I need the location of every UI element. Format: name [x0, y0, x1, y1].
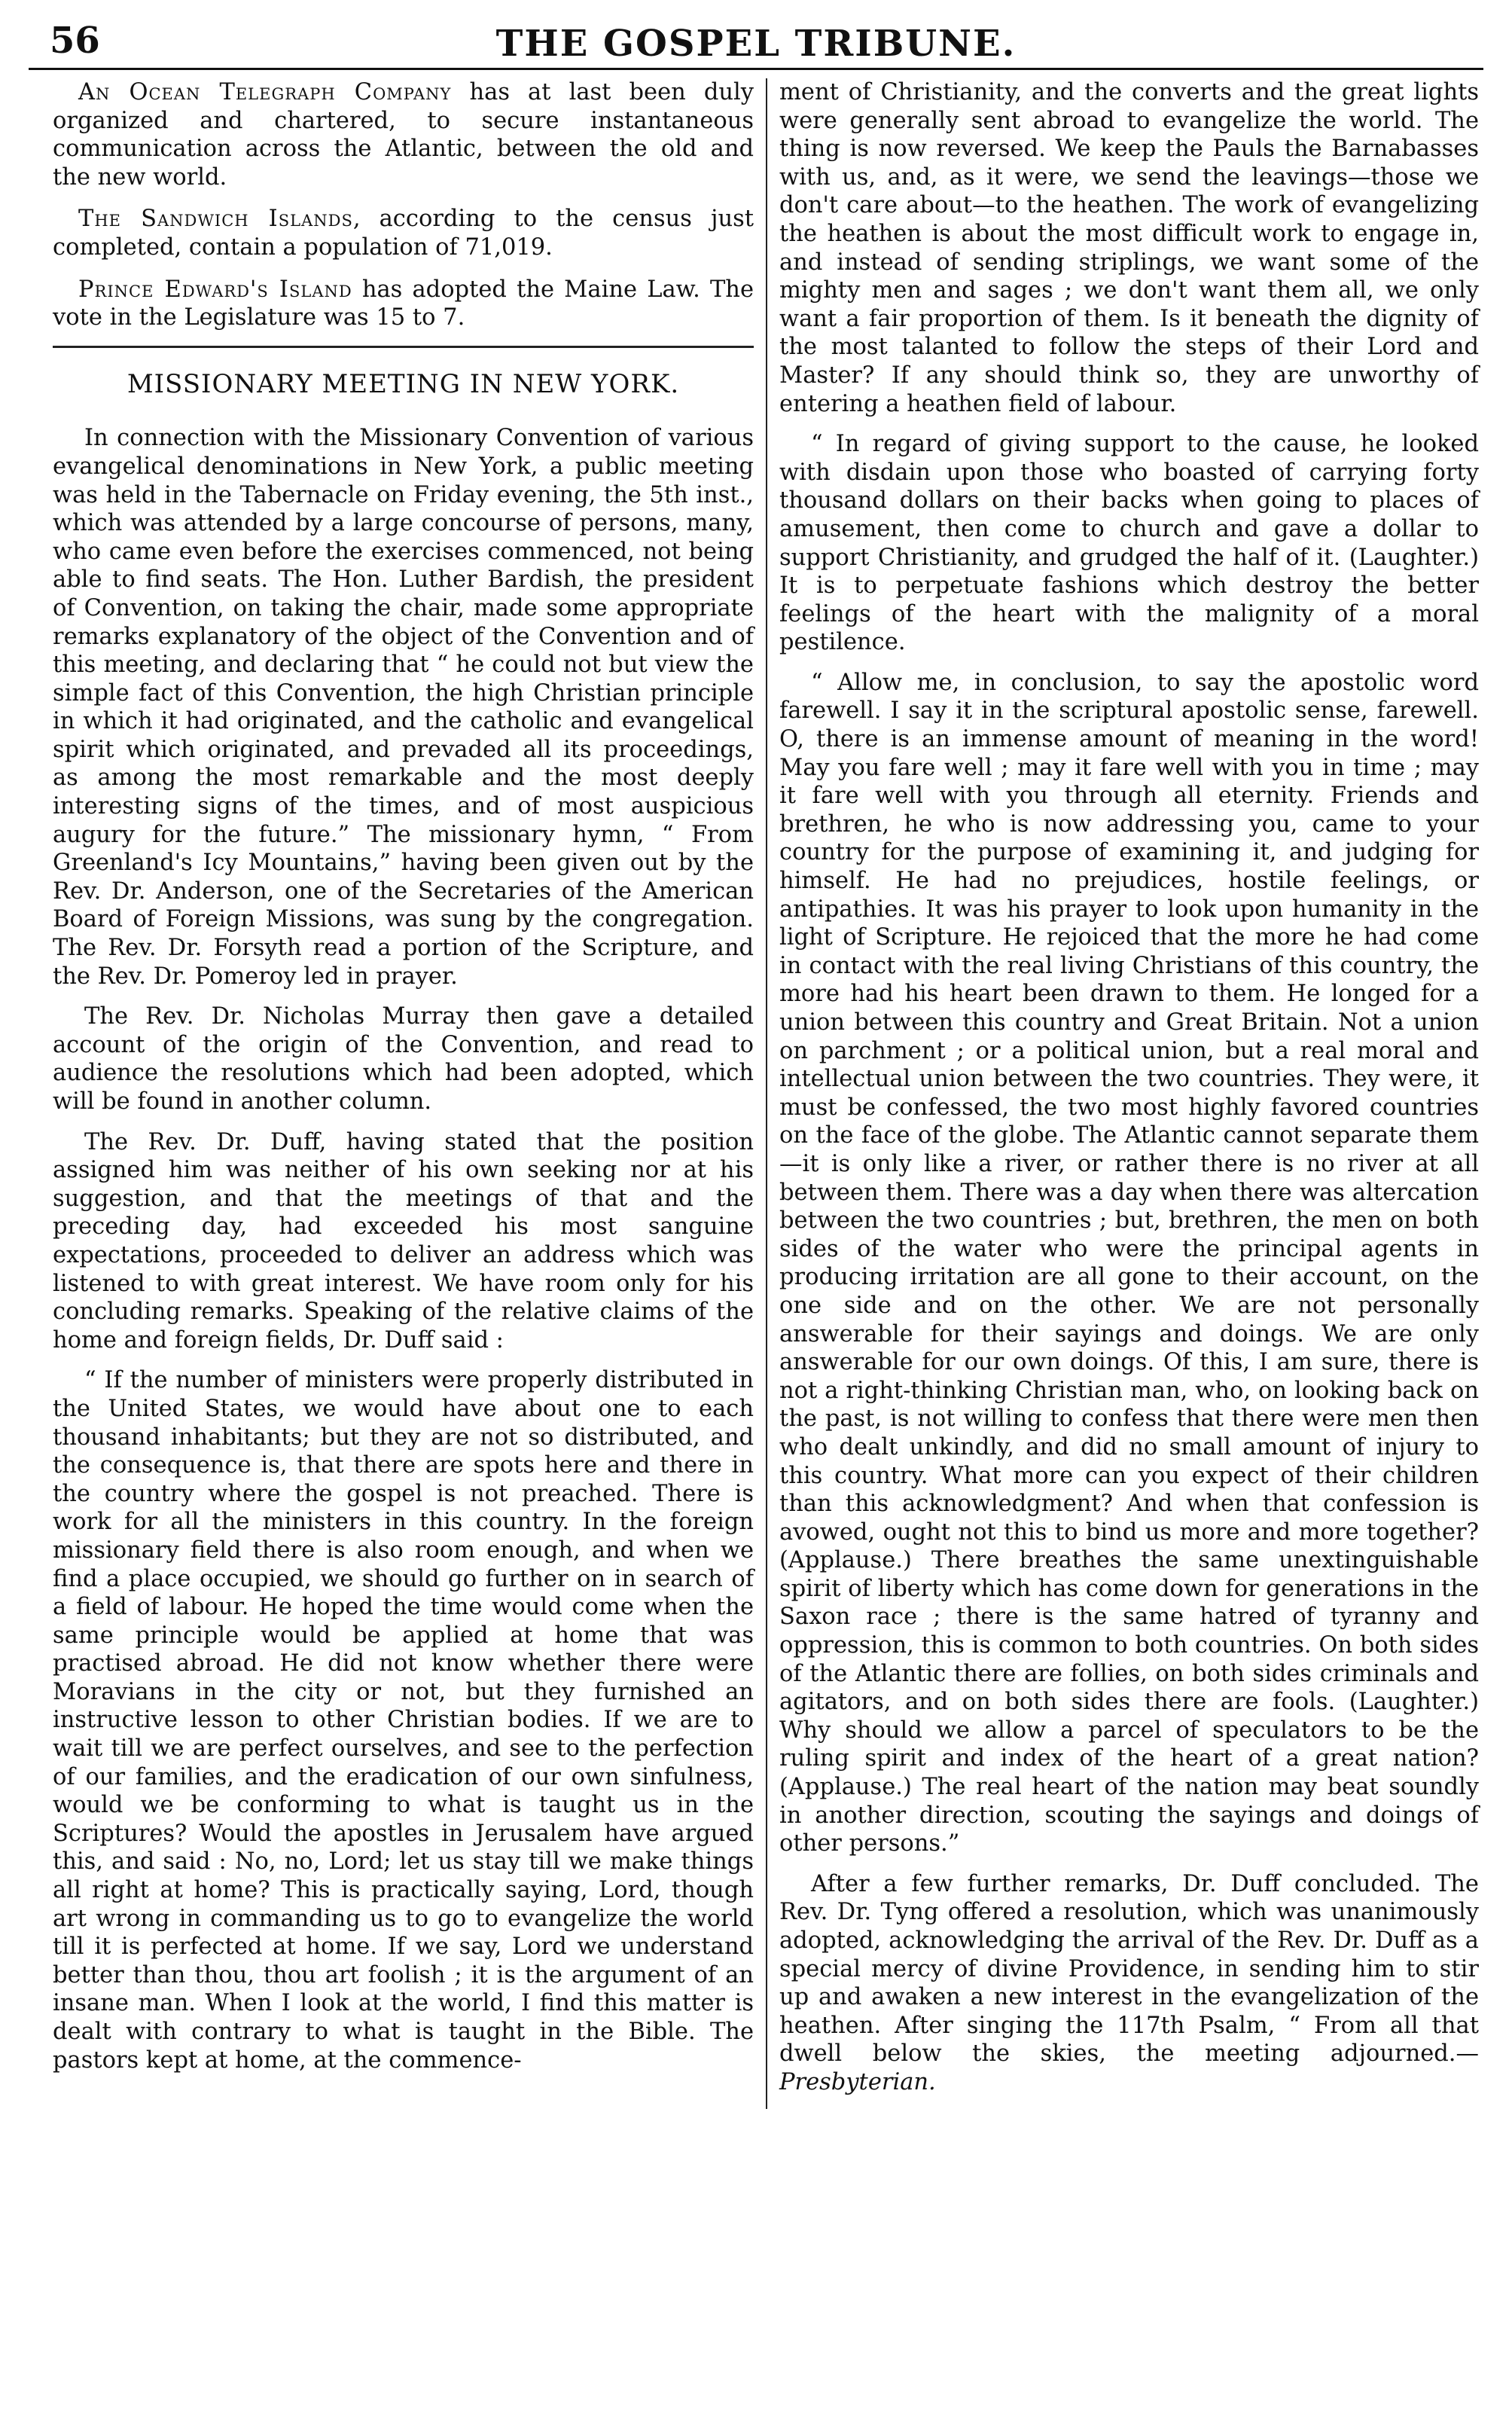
article-paragraph: “ Allow me, in conclusion, to say the apostolic word farewell. I say it in the scriptural apostolic sense, farewell. O, there is an immense amount of meaning in the word! May you fare well ; may it fare well with you in time ; may it fare well with you through all eternity. Friends and brethren, he who is now addressing you, came to your country for the purpose of examining it, and judging for himself. He had no prejudices, hostile feelings, or antipathies. It was his prayer to look upon humanity in the light of Scripture. He rejoiced that the more he had come in contact with the real living Christians of this country, the more had his heart been drawn to them. He longed for a union between this country and Great Britain. Not a union on parchment ; or a political union, but a real moral and intellectual union between the two countries. They were, it must be confessed, the two most highly favored countries on the face of the globe. The Atlantic cannot separate them—it is only like a river, or rather there is no river at all between them. There was a day when there was altercation between the two countries ; but, brethren, the men on both sides of the water who were the principal agents in producing irritation are all gone to their account, on the one side and on the other. We are not personally answerable for their sayings and doings. We are only answerable for our own doings. Of this, I am sure, there is not a right-thinking Christian man, who, on looking back on the past, is not willing to confess that there were men then who dealt unkindly, and did no small amount of injury to this country. What more can you expect of their children than this acknowledgment? And when that confession is avowed, ought not this to bind us more and more together? (Applause.) There breathes the same unextinguishable spirit of liberty which has come down for generations in the Saxon race ; there is the same hatred of tyranny and oppression, this is common to both countries. On both sides of the Atlantic there are follies, on both sides criminals and agitators, and on both sides there are fools. (Laughter.) Why should we allow a parcel of speculators to be the ruling spirit and index of the heart of a great nation? (Applause.) The real heart of the nation may beat soundly in another direction, scouting the sayings and doings of other persons.” — [779, 669, 1479, 1857]
article-paragraph: “ If the number of ministers were properly distributed in the United States, we would have about one to each thousand inhabitants; but they are not so distributed, and the consequence is, that there are spots here and there in the country where the gospel is not preached. There is work for all the ministers in this country. In the foreign missionary field there is also room enough, and when we find a place occupied, we should go further on in search of a field of labour. He hoped the time would come when the same principle would be applied at home that was practised abroad. He did not know whether there were Moravians in the city or not, but they furnished an instructive lesson to other Christian bodies. If we are to wait till we are perfect ourselves, and see to the perfection of our families, and the eradication of our own sinfulness, would we be conforming to what is taught us in the Scriptures? Would the apostles in Jerusalem have argued this, and said : No, no, Lord; let us stay till we make things all right at home? This is practically saying, Lord, though art wrong in commanding us to go to evangelize the world till it is perfected at home. If we say, Lord we understand better than thou, thou art foolish ; it is the argument of an insane man. When I look at the world, I find this matter is dealt with contrary to what is taught in the Bible. The pastors kept at home, at the commence- — [53, 1367, 754, 2074]
news-brief — [53, 78, 754, 191]
news-brief — [53, 205, 754, 261]
masthead — [29, 21, 1483, 70]
newspaper-title: THE GOSPEL TRIBUNE. — [495, 23, 1017, 65]
article-paragraph: In connection with the Missionary Convention of various evangelical denominations in New York, a public meeting was held in the Tabernacle on Friday evening, the 5th inst., which was attended by a large concourse of persons, many, who came even before the exercises commenced, not being able to find seats. The Hon. Luther Bardish, the president of Convention, on taking the chair, made some appropriate remarks explanatory of the object of the Convention and of this meeting, and declaring that “ he could not but view the simple fact of this Convention, the high Christian principle in which it had originated, and the catholic and evangelical spirit which originated, and prevaded all its proceedings, as among the most remarkable and the most deeply interesting signs of the times, and of most auspicious augury for the future.” The missionary hymn, “ From Greenland's Icy Mountains,” having been given out by the Rev. Dr. Anderson, one of the Secretaries of the American Board of Foreign Missions, was sung by the congregation. The Rev. Dr. Forsyth read a portion of the Scripture, and the Rev. Dr. Pomeroy led in prayer. — [53, 425, 754, 990]
brief-lead: The Sandwich Islands — [78, 206, 353, 233]
brief-text: , according to the census just completed, contain a population of 71,019. — [53, 206, 754, 261]
article-paragraph: The Rev. Dr. Nicholas Murray then gave a detailed account of the origin of the Convention, and read to audience the resolutions which had been adopted, which will be found in another column. — [53, 1003, 754, 1115]
news-brief — [53, 276, 754, 332]
page-number: 56 — [50, 20, 100, 62]
closing-text: After a few further remarks, Dr. Duff concluded. The Rev. Dr. Tyng offered a resolution, which was unanimously adopted, acknowledging the arrival of the Rev. Dr. Duff as a special mercy of divine Providence, in sending him to stir up and awaken a new interest in the evangelization of the heathen. After singing the 117th Psalm, “ From all that dwell below the skies, the meeting adjourned.— — [779, 1870, 1479, 2068]
section-divider — [53, 346, 754, 348]
article-columns — [53, 78, 1489, 2109]
article-paragraph: The Rev. Dr. Duff, having stated that the position assigned him was neither of his own seeking nor at his suggestion, and that the meetings of that and the preceding day, had exceeded his most sanguine expectations, proceeded to deliver an address which was listened to with great interest. We have room only for his concluding remarks. Speaking of the relative claims of the home and foreign fields, Dr. Duff said : — [53, 1128, 754, 1354]
brief-lead: Prince Edward's Island — [78, 276, 352, 303]
left-column — [53, 78, 766, 2109]
article-paragraph: “ In regard of giving support to the cause, he looked with disdain upon those who boasted of carrying forty thousand dollars on their backs when going to places of amusement, then come to church and gave a dollar to support Christianity, and grudged the half of it. (Laughter.) It is to perpetuate fashions which destroy the better feelings of the heart with the malignity of a moral pestilence. — [779, 431, 1479, 656]
brief-lead: An Ocean Telegraph Company — [78, 79, 452, 105]
source-credit: Presbyterian. — [779, 2068, 936, 2095]
article-paragraph-continued: ment of Christianity, and the converts and the great lights were generally sent abroad to evangelize the world. The thing is now reversed. We keep the Pauls the Barnabasses with us, and, as it were, we send the leavings—those we don't care about—to the heathen. The work of evangelizing the heathen is about the most difficult work to engage in, and instead of sending striplings, we want some of the mighty men and sages ; we don't want them all, we only want a fair proportion of them. Is it beneath the dignity of the most talanted to follow the steps of their Lord and Master? If any should think so, they are unworthy of entering a heathen field of labour. — [779, 79, 1479, 417]
brief-text: has adopted the Maine Law. The vote in the Legislature was 15 to 7. — [53, 276, 754, 331]
right-column — [766, 78, 1479, 2109]
article-headline: MISSIONARY MEETING IN NEW YORK. — [127, 368, 680, 399]
article-closing-paragraph — [779, 1870, 1479, 2097]
brief-text: has at last been duly organized and chartered, to secure instantaneous communication across the Atlantic, between the old and the new world. — [53, 79, 754, 191]
